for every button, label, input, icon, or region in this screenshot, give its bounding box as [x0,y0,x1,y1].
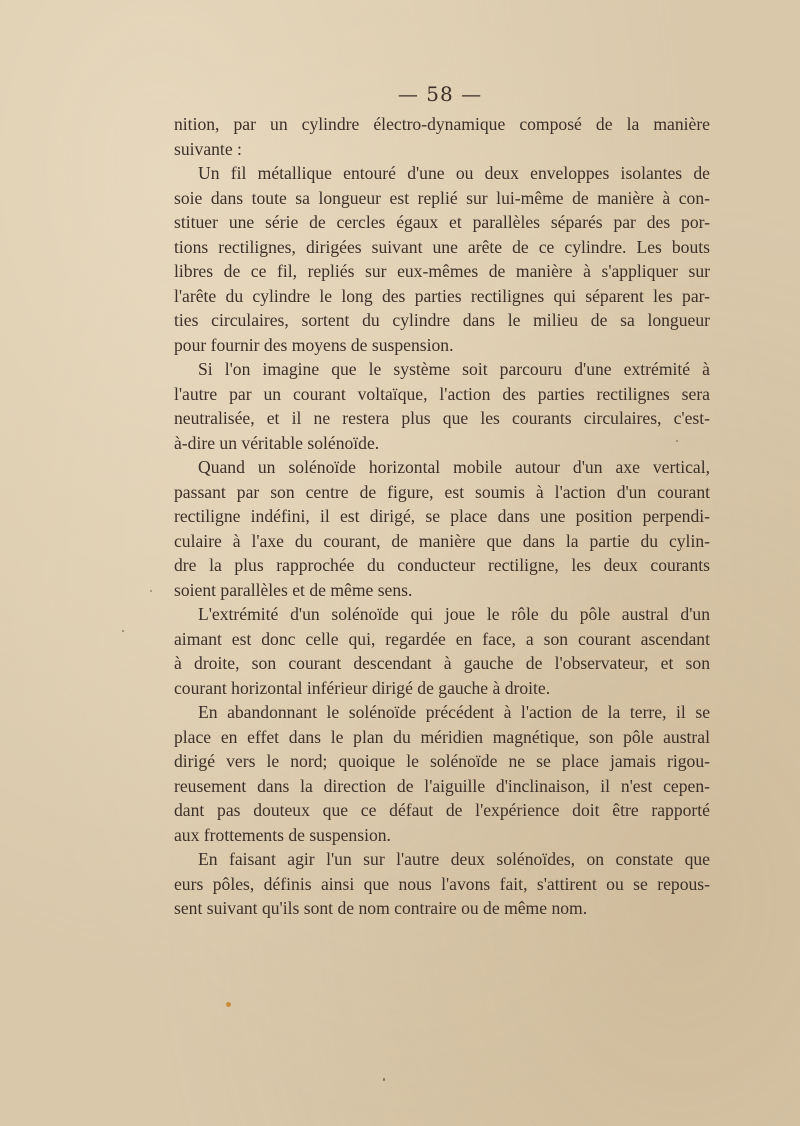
paper-speck [150,590,152,592]
text-line: à droite, son courant descendant à gauche de l'observateur, et son [174,653,710,673]
paper-speck [383,1078,385,1081]
text-line: aimant est donc celle qui, regardée en face, a son courant ascendant [174,628,710,649]
text-line: L'extrémité d'un solénoïde qui joue le rôle du pôle austral d'un [198,604,710,624]
body-text [174,112,710,921]
text-line: passant par son centre de figure, est soumis à l'action d'un courant [174,481,710,502]
text-line: stituer une série de cercles égaux et parallèles séparés par des por- [174,212,710,232]
text-line: culaire à l'axe du courant, de manière que dans la partie du cylin- [174,530,710,551]
paragraph [174,112,710,161]
text-line: En faisant agir l'un sur l'autre deux solénoïdes, on constate que [198,849,710,869]
text-line: sent suivant qu'ils sont de nom contraire ou de même nom. [174,898,588,918]
paragraph [174,700,710,847]
paragraph [174,602,710,700]
text-line: reusement dans la direction de l'aiguille d'inclinaison, il n'est cepen- [174,775,710,796]
paper-speck [226,1002,231,1007]
text-line: neutralisée, et il ne restera plus que les courants circulaires, c'est- [174,408,710,428]
text-line: Un fil métallique entouré d'une ou deux enveloppes isolantes de [198,163,710,183]
text-line: En abandonnant le solénoïde précédent à l'action de la terre, il se [198,702,710,722]
text-line: rectiligne indéfini, il est dirigé, se place dans une position perpendi- [174,506,710,526]
paragraph [174,357,710,455]
text-line: suivante : [174,138,242,159]
text-line: dant pas douteux que ce défaut de l'expérience doit être rapporté [174,800,710,820]
text-line: eurs pôles, définis ainsi que nous l'avons fait, s'attirent ou se repous- [174,873,710,894]
text-line: Quand un solénoïde horizontal mobile autour d'un axe vertical, [198,457,710,477]
text-line: pour fournir des moyens de suspension. [174,334,454,355]
text-line: l'autre par un courant voltaïque, l'action des parties rectilignes sera [174,383,710,404]
text-line: soie dans toute sa longueur est replié sur lui-même de manière à con- [174,187,710,208]
paragraph [174,455,710,602]
paragraph [174,847,710,921]
text-line: nition, par un cylindre électro-dynamique composé de la manière [174,114,710,134]
text-line: place en effet dans le plan du méridien magnétique, son pôle austral [174,726,710,747]
text-line: l'arête du cylindre le long des parties rectilignes qui séparent les par- [174,285,710,306]
text-line: à-dire un véritable solénoïde. [174,432,380,453]
text-line: courant horizontal inférieur dirigé de gauche à droite. [174,677,551,698]
text-line: tions rectilignes, dirigées suivant une arête de ce cylindre. Les bouts [174,236,710,257]
paragraph [174,161,710,357]
text-line: aux frottements de suspension. [174,824,391,845]
paper-speck [122,630,124,632]
text-line: soient parallèles et de même sens. [174,579,413,600]
page-number: — 58 — [397,82,483,106]
text-line: Si l'on imagine que le système soit parcouru d'une extrémité à [198,359,710,379]
text-line: libres de ce fil, repliés sur eux-mêmes de manière à s'appliquer sur [174,261,710,281]
text-line: ties circulaires, sortent du cylindre dans le milieu de sa longueur [174,310,710,330]
text-line: dre la plus rapprochée du conducteur rectiligne, les deux courants [174,555,710,575]
paper-speck [676,440,678,442]
text-line: dirigé vers le nord; quoique le solénoïde ne se place jamais rigou- [174,751,710,771]
